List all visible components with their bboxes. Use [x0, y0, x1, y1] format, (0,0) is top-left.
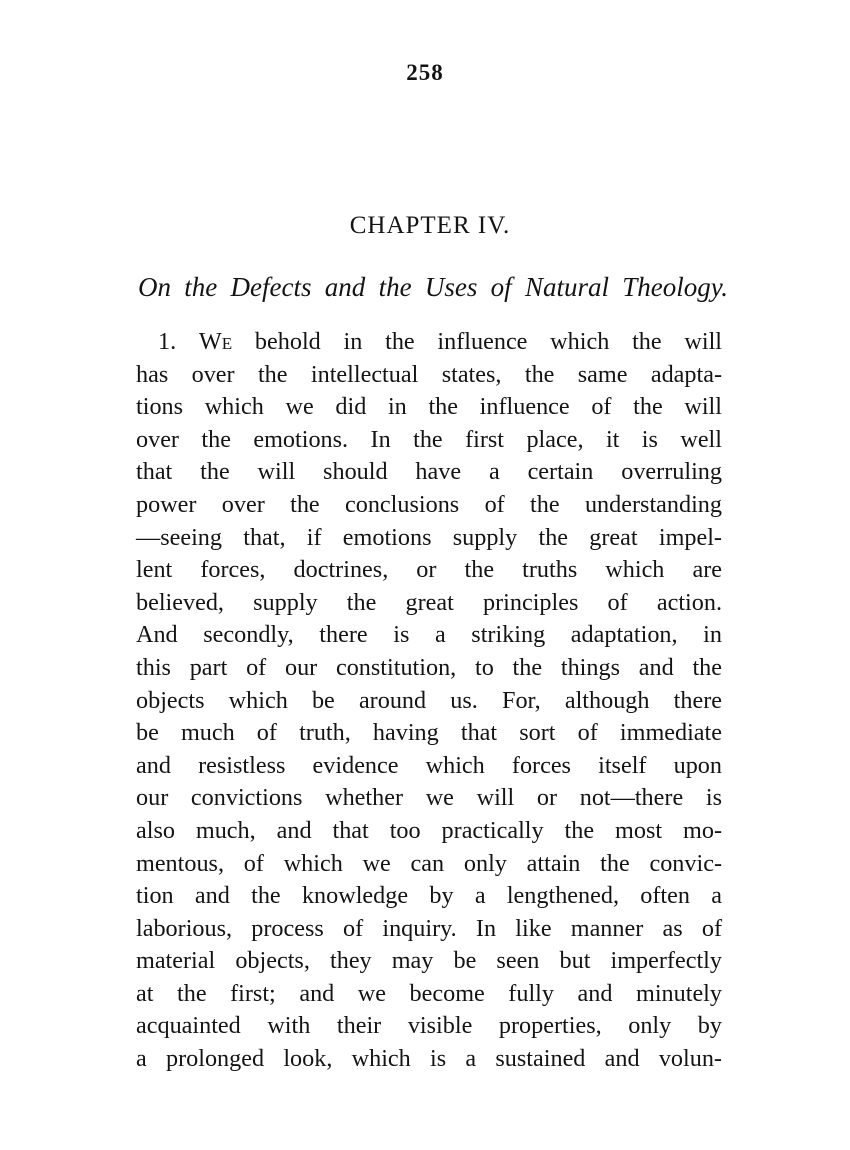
text-line: acquainted with their visible properties, only by — [136, 1012, 722, 1040]
text-line: this part of our constitution, to the things and the — [136, 653, 722, 681]
text-line: at the first; and we become fully and minutely — [136, 979, 722, 1007]
paragraph-number: 1. — [158, 328, 177, 355]
text-line: —seeing that, if emotions supply the great impel- — [136, 523, 722, 551]
text-line: believed, supply the great principles of action. — [136, 588, 722, 616]
text-line: our convictions whether we will or not—there is — [136, 784, 722, 812]
chapter-heading: CHAPTER IV. — [349, 212, 511, 239]
text-line: has over the intellectual states, the same adapta- — [136, 360, 722, 388]
text-line: and resistless evidence which forces itself upon — [136, 751, 722, 779]
paragraph-first-word: We — [198, 328, 233, 355]
text-line: material objects, they may be seen but imperfectly — [136, 947, 722, 975]
text-line: that the will should have a certain overruling — [136, 458, 722, 486]
text-line: be much of truth, having that sort of immediate — [136, 719, 722, 747]
text-line: objects which be around us. For, although there — [136, 686, 722, 714]
text-line: tion and the knowledge by a lengthened, often a — [136, 882, 722, 910]
text-line: mentous, of which we can only attain the convic- — [136, 849, 722, 877]
text-line: a prolonged look, which is a sustained and volun- — [136, 1045, 722, 1073]
text-line: tions which we did in the influence of the will — [136, 393, 722, 421]
text-line — [136, 326, 722, 359]
chapter-title: On the Defects and the Uses of Natural Theology. — [138, 272, 728, 302]
text-line: also much, and that too practically the most mo- — [136, 816, 722, 844]
text-line: lent forces, doctrines, or the truths which are — [136, 556, 722, 584]
text-line: laborious, process of inquiry. In like manner as of — [136, 914, 722, 942]
body-paragraph — [136, 326, 722, 1076]
text-line: over the emotions. In the first place, it is well — [136, 425, 722, 453]
text-line: And secondly, there is a striking adaptation, in — [136, 621, 722, 649]
text-line-content: behold in the influence which the will — [254, 328, 723, 355]
text-line: power over the conclusions of the understanding — [136, 490, 722, 518]
page-number: 258 — [406, 60, 444, 85]
